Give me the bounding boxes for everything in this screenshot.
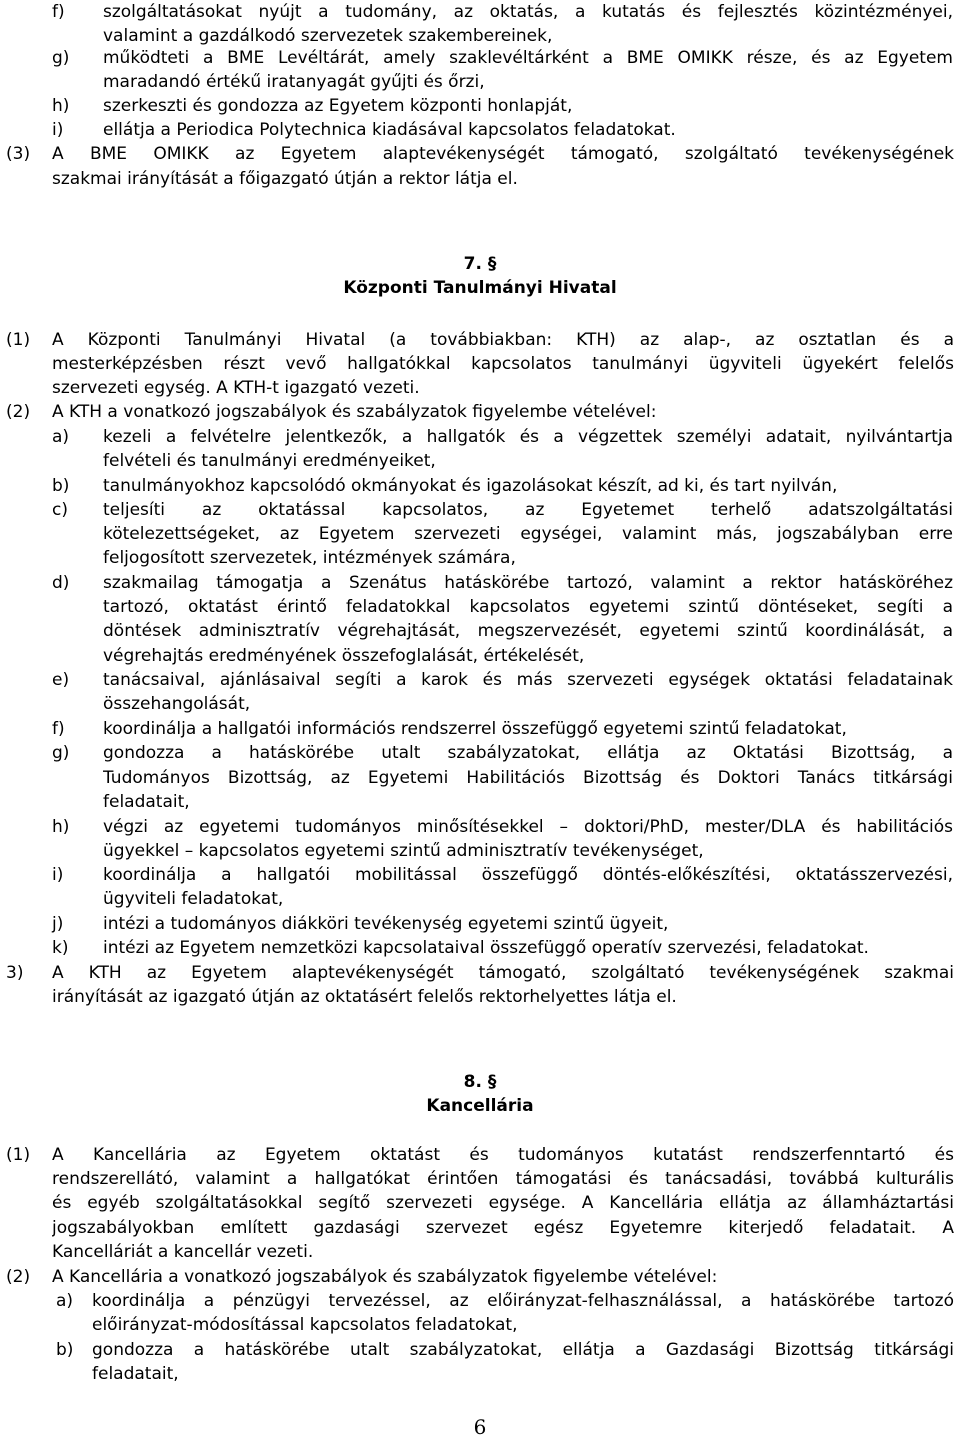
list-item-text: felvételi és tanulmányi eredményeiket, <box>103 451 436 471</box>
list-label: b) <box>52 476 70 496</box>
list-item-text: szakmailag támogatja a Szenátus hatáskörébe tartozó, valamint a rektor hatásköréhez <box>103 573 953 593</box>
list-label: g) <box>52 743 70 763</box>
section-title: Kancellária <box>426 1096 534 1116</box>
paragraph-label: 3) <box>6 963 24 983</box>
paragraph-text: irányítását az igazgató útján az oktatásért felelős rektorhelyettes látja el. <box>52 987 677 1007</box>
paragraph-text: szervezeti egység. A KTH-t igazgató vezeti. <box>52 378 420 398</box>
list-label: b) <box>56 1340 74 1360</box>
list-item-text: végrehajtás eredményének összefoglalását, értékelését, <box>103 646 585 666</box>
paragraph-text: A Kancellária az Egyetem oktatást és tudományos kutatást rendszerfenntartó és <box>52 1145 954 1165</box>
list-label: i) <box>52 865 64 885</box>
list-item-text: előirányzat-módosítással kapcsolatos feladatokat, <box>92 1315 518 1335</box>
list-item-text: Tudományos Bizottság, az Egyetemi Habilitációs Bizottság és Doktori Tanács titkársági <box>103 768 953 788</box>
list-label: a) <box>52 427 70 447</box>
list-item-text: feladatait, <box>103 792 190 812</box>
list-item-text: valamint a gazdálkodó szervezetek szakembereinek, <box>103 26 553 46</box>
list-item-text: gondozza a hatáskörébe utalt szabályzatokat, ellátja a Gazdasági Bizottság titkársági <box>92 1340 954 1360</box>
paragraph-text: A KTH az Egyetem alaptevékenységét támogató, szolgáltató tevékenységének szakmai <box>52 963 954 983</box>
paragraph-label: (1) <box>6 330 31 350</box>
list-label: a) <box>56 1291 74 1311</box>
paragraph-text: mesterképzésben részt vevő hallgatókkal kapcsolatos tanulmányi ügyviteli ügyekért felelős <box>52 354 954 374</box>
list-item-text: maradandó értékű iratanyagát gyűjti és őrzi, <box>103 72 485 92</box>
list-item-text: tartozó, oktatást érintő feladatokkal kapcsolatos egyetemi szintű döntéseket, segíti a <box>103 597 953 617</box>
list-item-text: teljesíti az oktatással kapcsolatos, az Egyetemet terhelő adatszolgáltatási <box>103 500 953 520</box>
paragraph-label: (2) <box>6 1267 31 1287</box>
list-item-text: szolgáltatásokat nyújt a tudomány, az oktatás, a kutatás és fejlesztés közintézményei, <box>103 2 953 22</box>
list-label: k) <box>52 938 69 958</box>
list-item-text: kötelezettségeket, az Egyetem szervezeti egységei, valamint más, jogszabályban erre <box>103 524 953 544</box>
section-number: 7. § <box>463 254 497 274</box>
list-item-text: döntések adminisztratív végrehajtását, megszervezését, egyetemi szintű koordinálását, a <box>103 621 953 641</box>
list-item-text: intézi a tudományos diákköri tevékenység egyetemi szintű ügyeit, <box>103 914 669 934</box>
list-label: c) <box>52 500 68 520</box>
paragraph-text: A Kancellária a vonatkozó jogszabályok és szabályzatok figyelembe vételével: <box>52 1267 718 1287</box>
list-label: d) <box>52 573 70 593</box>
list-item-text: ügyviteli feladatokat, <box>103 889 284 909</box>
list-item-text: intézi az Egyetem nemzetközi kapcsolataival összefüggő operatív szervezési, feladatokat. <box>103 938 869 958</box>
list-item-text: működteti a BME Levéltárát, amely szaklevéltárként a BME OMIKK része, és az Egyetem <box>103 48 953 68</box>
paragraph-text: Kancelláriát a kancellár vezeti. <box>52 1242 314 1262</box>
list-item-text: feladatait, <box>92 1364 179 1384</box>
list-item-text: ellátja a Periodica Polytechnica kiadásával kapcsolatos feladatokat. <box>103 120 676 140</box>
list-label: f) <box>52 2 65 22</box>
list-item-text: feljogosított szervezetek, intézmények számára, <box>103 548 516 568</box>
paragraph-text: jogszabályokban említett gazdasági szervezet egész Egyetemre kiterjedő feladatait. A <box>52 1218 954 1238</box>
paragraph-text: A BME OMIKK az Egyetem alaptevékenységét támogató, szolgáltató tevékenységének <box>52 144 954 164</box>
list-item-text: ügyekkel – kapcsolatos egyetemi szintű adminisztratív tevékenységet, <box>103 841 704 861</box>
list-item-text: tanácsaival, ajánlásaival segíti a karok és más szervezeti egységek oktatási feladatainak <box>103 670 953 690</box>
list-label: h) <box>52 817 70 837</box>
paragraph-label: (1) <box>6 1145 31 1165</box>
list-label: g) <box>52 48 70 68</box>
paragraph-text: és egyéb szolgáltatásokkal segítő szervezeti egysége. A Kancellária ellátja az államháztartási <box>52 1193 954 1213</box>
list-item-text: kezeli a felvételre jelentkezők, a hallgatók és a végzettek személyi adatait, nyilvántartja <box>103 427 953 447</box>
paragraph-text: rendszerellátó, valamint a hallgatókat érintően támogatási és tanácsadási, továbbá kulturális <box>52 1169 954 1189</box>
list-item-text: koordinálja a pénzügyi tervezéssel, az előirányzat-felhasználással, a hatáskörébe tartozó <box>92 1291 954 1311</box>
paragraph-label: (3) <box>6 144 31 164</box>
list-item-text: összehangolását, <box>103 694 251 714</box>
list-item-text: szerkeszti és gondozza az Egyetem központi honlapját, <box>103 96 573 116</box>
list-label: e) <box>52 670 70 690</box>
list-label: f) <box>52 719 65 739</box>
section-number: 8. § <box>463 1072 497 1092</box>
paragraph-label: (2) <box>6 402 31 422</box>
list-item-text: tanulmányokhoz kapcsolódó okmányokat és igazolásokat készít, ad ki, és tart nyilván, <box>103 476 838 496</box>
list-item-text: végzi az egyetemi tudományos minősítésekkel – doktori/PhD, mester/DLA és habilitációs <box>103 817 953 837</box>
list-label: j) <box>52 914 64 934</box>
paragraph-text: A KTH a vonatkozó jogszabályok és szabályzatok figyelembe vételével: <box>52 402 657 422</box>
page-number: 6 <box>473 1415 487 1439</box>
list-item-text: gondozza a hatáskörébe utalt szabályzatokat, ellátja az Oktatási Bizottság, a <box>103 743 953 763</box>
list-item-text: koordinálja a hallgatói információs rendszerrel összefüggő egyetemi szintű feladatokat, <box>103 719 847 739</box>
paragraph-text: szakmai irányítását a főigazgató útján a rektor látja el. <box>52 169 518 189</box>
list-label: i) <box>52 120 64 140</box>
paragraph-text: A Központi Tanulmányi Hivatal (a továbbiakban: KTH) az alap-, az osztatlan és a <box>52 330 954 350</box>
section-title: Központi Tanulmányi Hivatal <box>343 278 617 298</box>
list-item-text: koordinálja a hallgatói mobilitással összefüggő döntés-előkészítési, oktatásszervezési, <box>103 865 953 885</box>
list-label: h) <box>52 96 70 116</box>
